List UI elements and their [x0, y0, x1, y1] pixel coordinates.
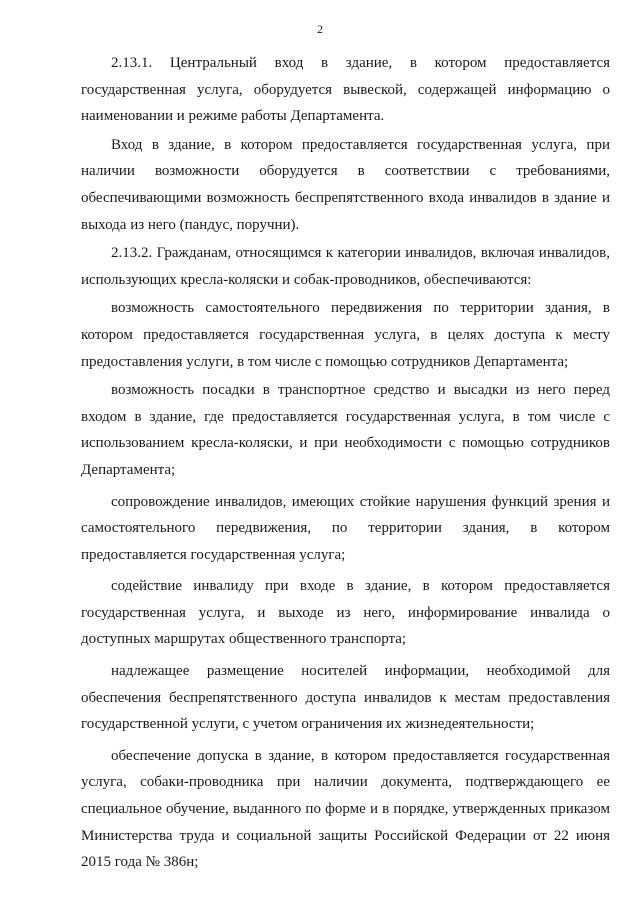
paragraph-2-13-1: 2.13.1. Центральный вход в здание, в котором предоставляется государственная услуга, оборудуется вывеской, содержащей информацию о наименовании и режиме работы Департамента.	[81, 55, 610, 125]
paragraph-escort: сопровождение инвалидов, имеющих стойкие нарушения функций зрения и самостоятельного передвижения, по территории здания, в котором предоставляется государственная услуга;	[81, 493, 610, 563]
paragraph-entry-assistance: содействие инвалиду при входе в здание, в котором предоставляется государственная услуга, и выходе из него, информирование инвалида о доступных маршрутах общественного транспорта;	[81, 578, 610, 648]
paragraph-information-placement: надлежащее размещение носителей информации, необходимой для обеспечения беспрепятственного доступа инвалидов к местам предоставления государственной услуги, с учетом ограничения их жизнедеятельности;	[81, 663, 610, 733]
document-body	[81, 50, 610, 876]
paragraph-2-13-2: 2.13.2. Гражданам, относящимся к категории инвалидов, включая инвалидов, использующих кресла-коляски и собак-проводников, обеспечиваются:	[81, 245, 610, 288]
paragraph-guide-dog-access: обеспечение допуска в здание, в котором предоставляется государственная услуга, собаки-проводника при наличии документа, подтверждающего ее специальное обучение, выданного по форме и в порядке, утвержденных приказом Министерства труда и социальной защиты Российской Федерации от 22 июня 2015 года № 386н;	[81, 747, 610, 871]
paragraph-vehicle-boarding: возможность посадки в транспортное средство и высадки из него перед входом в здание, где предоставляется государственная услуга, в том числе с использованием кресла-коляски, и при необходимости с помощью сотрудников Департамента;	[81, 382, 610, 478]
page-number: 2	[317, 22, 323, 36]
paragraph-entrance-equipment: Вход в здание, в котором предоставляется государственная услуга, при наличии возможности оборудуется в соответствии с требованиями, обеспечивающими возможность беспрепятственного входа инвалидов в здание и выхода из него (пандус, поручни).	[81, 136, 610, 233]
paragraph-independent-movement: возможность самостоятельного передвижения по территории здания, в котором предоставляется государственная услуга, в целях доступа к месту предоставления услуги, в том числе с помощью сотрудников Департамента;	[81, 300, 610, 370]
